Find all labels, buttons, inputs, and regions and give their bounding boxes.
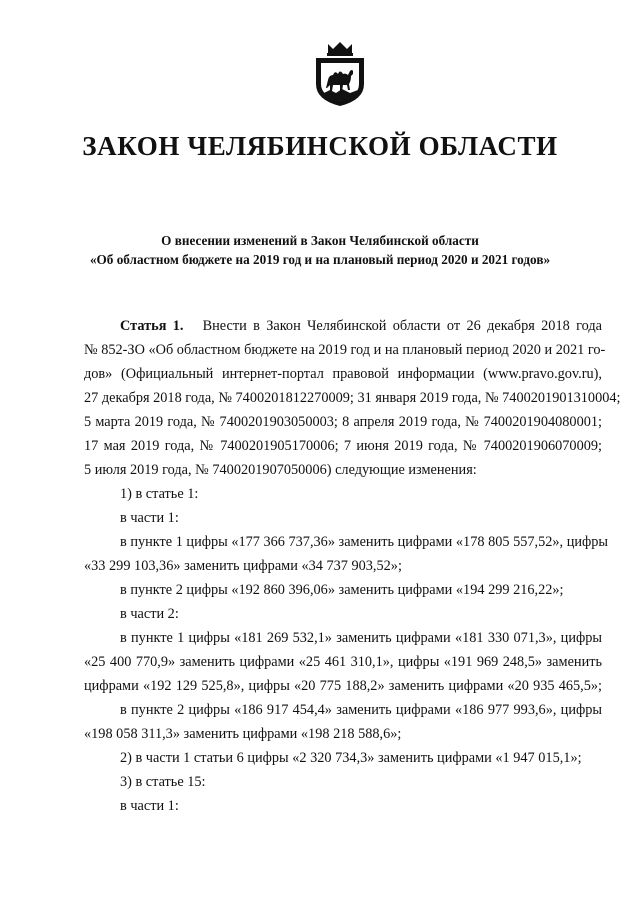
subtitle-line-1: О внесении изменений в Закон Челябинской области bbox=[161, 233, 479, 248]
text-line: в части 2: bbox=[120, 606, 179, 622]
text-line: 17 мая 2019 года, № 7400201905170006; 7 июня 2019 года, № 7400201906070009; bbox=[84, 438, 602, 454]
text-line: в пункте 2 цифры «192 860 396,06» заменить цифрами «194 299 216,22»; bbox=[120, 582, 564, 598]
text-line: в пункте 1 цифры «181 269 532,1» заменить цифрами «181 330 071,3», цифры bbox=[120, 630, 602, 646]
article-first-line bbox=[84, 314, 602, 338]
text-line: в части 1: bbox=[120, 798, 179, 814]
law-title: ЗАКОН ЧЕЛЯБИНСКОЙ ОБЛАСТИ bbox=[82, 131, 558, 161]
text-line: 5 марта 2019 года, № 7400201903050003; 8 апреля 2019 года, № 7400201904080001; bbox=[84, 414, 602, 430]
article-body bbox=[84, 314, 621, 818]
text-line: «198 058 311,3» заменить цифрами «198 218 588,6»; bbox=[84, 726, 402, 742]
text-line: 3) в статье 15: bbox=[120, 774, 206, 790]
text-line: цифрами «192 129 525,8», цифры «20 775 188,2» заменить цифрами «20 935 465,5»; bbox=[84, 678, 602, 694]
text-line: «33 299 103,36» заменить цифрами «34 737 903,52»; bbox=[84, 558, 402, 574]
article-label: Статья 1. bbox=[120, 318, 184, 334]
text-line: в пункте 1 цифры «177 366 737,36» заменить цифрами «178 805 557,52», цифры bbox=[120, 534, 609, 550]
text-line: 5 июля 2019 года, № 7400201907050006) следующие изменения: bbox=[84, 462, 477, 478]
text-line: 2) в части 1 статьи 6 цифры «2 320 734,3» заменить цифрами «1 947 015,1»; bbox=[120, 750, 582, 766]
text-line: в части 1: bbox=[120, 510, 179, 526]
subtitle-line-2: «Об областном бюджете на 2019 год и на плановый период 2020 и 2021 годов» bbox=[89, 252, 551, 267]
text-line: в пункте 2 цифры «186 917 454,4» заменить цифрами «186 977 993,6», цифры bbox=[120, 702, 602, 718]
text-line: 1) в статье 1: bbox=[120, 486, 199, 502]
text-line: «25 400 770,9» заменить цифрами «25 461 310,1», цифры «191 969 248,5» заменить bbox=[84, 654, 602, 670]
text-line: № 852-ЗО «Об областном бюджете на 2019 год и на плановый период 2020 и 2021 го- bbox=[84, 342, 606, 358]
article-first-text: Внести в Закон Челябинской области от 26 декабря 2018 года bbox=[202, 318, 602, 334]
text-line: дов» (Официальный интернет-портал правовой информации (www.pravo.gov.ru), bbox=[84, 366, 602, 382]
chelyabinsk-coat-of-arms-icon bbox=[312, 40, 368, 108]
text-line: 27 декабря 2018 года, № 7400201812270009; 31 января 2019 года, № 7400201901310004; bbox=[84, 390, 621, 406]
